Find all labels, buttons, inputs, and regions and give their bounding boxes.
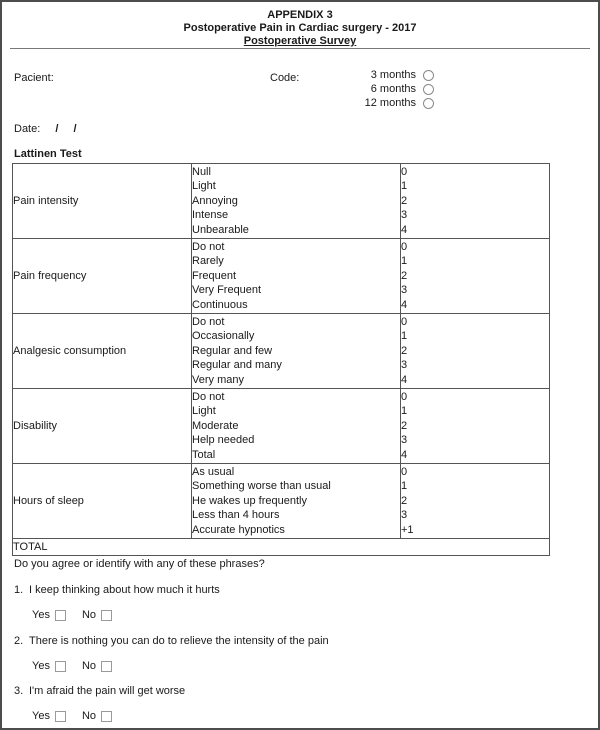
option-3-months-label: 3 months [370, 69, 416, 81]
item-score: 0 [401, 315, 408, 328]
descriptions-cell [192, 164, 401, 239]
question-2-no-checkbox[interactable] [101, 661, 112, 672]
item-score: 2 [401, 419, 408, 432]
category-cell: Disability [13, 389, 192, 464]
item-score: 1 [401, 255, 408, 268]
yes-label: Yes [32, 710, 50, 722]
appendix-title: APPENDIX 3 [267, 9, 333, 21]
date-separator: / [55, 123, 59, 135]
item-label: As usual [192, 465, 235, 478]
survey-title: Postoperative Pain in Cardiac surgery - 2017 [183, 22, 417, 34]
item-label: He wakes up frequently [192, 494, 307, 507]
item-score: 3 [401, 509, 408, 522]
question-2-yes-checkbox[interactable] [55, 661, 66, 672]
item-label: Do not [192, 240, 225, 253]
option-12-months-label: 12 months [364, 97, 416, 109]
table-row-pain-frequency [13, 239, 550, 314]
total-row [13, 539, 550, 556]
category-cell: Hours of sleep [13, 464, 192, 539]
option-6-months [365, 82, 434, 96]
item-label: Rarely [192, 255, 224, 268]
item-label: Something worse than usual [192, 480, 331, 493]
code-label: Code: [270, 72, 300, 84]
question-text: I'm afraid the pain will get worse [29, 685, 186, 697]
patient-label: Pacient: [14, 72, 54, 84]
category-cell: Pain intensity [13, 164, 192, 239]
scores-cell [401, 464, 550, 539]
radio-12-months[interactable] [423, 98, 434, 109]
item-score: 2 [401, 194, 408, 207]
survey-subtitle: Postoperative Survey [243, 35, 357, 47]
item-label: Null [192, 165, 211, 178]
table-row-pain-intensity [13, 164, 550, 239]
question-2-answer [32, 660, 112, 672]
question-number: 1. [14, 584, 24, 596]
questions-intro: Do you agree or identify with any of these phrases? [14, 558, 265, 570]
lattinen-test-title: Lattinen Test [14, 148, 82, 160]
item-label: Total [192, 448, 216, 461]
question-3 [14, 685, 586, 697]
item-label: Very Frequent [192, 284, 262, 297]
date-separator: / [73, 123, 77, 135]
item-label: Frequent [192, 269, 237, 282]
item-score: 1 [401, 330, 408, 343]
item-score: 4 [401, 298, 408, 311]
item-score: 1 [401, 480, 408, 493]
question-3-answer [32, 710, 112, 722]
header-divider [10, 48, 590, 49]
page-header [2, 9, 598, 48]
scores-cell [401, 164, 550, 239]
item-score: 0 [401, 165, 408, 178]
item-label: Intense [192, 209, 229, 222]
item-score: 3 [401, 284, 408, 297]
item-score: 1 [401, 180, 408, 193]
item-label: Occasionally [192, 330, 255, 343]
item-score: 4 [401, 223, 408, 236]
item-score: 2 [401, 344, 408, 357]
item-label: Regular and many [192, 359, 282, 372]
item-score: 3 [401, 209, 408, 222]
radio-6-months[interactable] [423, 84, 434, 95]
code-options [365, 68, 434, 110]
item-label: Regular and few [192, 344, 273, 357]
item-label: Moderate [192, 419, 239, 432]
question-text: There is nothing you can do to relieve the intensity of the pain [29, 635, 329, 647]
question-1-answer [32, 609, 112, 621]
question-number: 2. [14, 635, 24, 647]
item-score: 1 [401, 405, 408, 418]
question-1-no-checkbox[interactable] [101, 610, 112, 621]
table-row-analgesic-consumption [13, 314, 550, 389]
date-label: Date: [14, 123, 41, 135]
item-score: 2 [401, 269, 408, 282]
option-12-months [365, 96, 434, 110]
item-score: 2 [401, 494, 408, 507]
option-3-months [365, 68, 434, 82]
radio-3-months[interactable] [423, 70, 434, 81]
option-6-months-label: 6 months [370, 83, 416, 95]
scores-cell [401, 389, 550, 464]
descriptions-cell [192, 389, 401, 464]
item-label: Very many [192, 373, 244, 386]
descriptions-cell [192, 239, 401, 314]
item-label: Accurate hypnotics [192, 523, 285, 536]
question-3-no-checkbox[interactable] [101, 711, 112, 722]
table-row-disability [13, 389, 550, 464]
category-cell: Pain frequency [13, 239, 192, 314]
item-score: 4 [401, 448, 408, 461]
lattinen-table [12, 163, 550, 556]
item-score: 3 [401, 434, 408, 447]
item-label: Do not [192, 390, 225, 403]
date-line [14, 123, 77, 135]
question-3-yes-checkbox[interactable] [55, 711, 66, 722]
item-label: Light [192, 405, 216, 418]
item-score: 0 [401, 240, 408, 253]
yes-label: Yes [32, 609, 50, 621]
scores-cell [401, 239, 550, 314]
no-label: No [81, 660, 97, 672]
item-label: Light [192, 180, 216, 193]
category-cell: Analgesic consumption [13, 314, 192, 389]
descriptions-cell [192, 314, 401, 389]
question-2 [14, 635, 586, 647]
question-1 [14, 584, 586, 596]
question-number: 3. [14, 685, 24, 697]
question-text: I keep thinking about how much it hurts [29, 584, 220, 596]
item-score: 0 [401, 390, 408, 403]
item-label: Unbearable [192, 223, 249, 236]
item-label: Do not [192, 315, 225, 328]
question-1-yes-checkbox[interactable] [55, 610, 66, 621]
yes-label: Yes [32, 660, 50, 672]
descriptions-cell [192, 464, 401, 539]
item-score: 4 [401, 373, 408, 386]
no-label: No [81, 710, 97, 722]
item-label: Annoying [192, 194, 238, 207]
total-label: TOTAL [13, 539, 550, 556]
scores-cell [401, 314, 550, 389]
item-score: 3 [401, 359, 408, 372]
item-label: Continuous [192, 298, 248, 311]
item-label: Less than 4 hours [192, 509, 280, 522]
item-score: 0 [401, 465, 408, 478]
item-label: Help needed [192, 434, 255, 447]
table-row-hours-of-sleep [13, 464, 550, 539]
item-score: +1 [401, 523, 414, 536]
no-label: No [81, 609, 97, 621]
